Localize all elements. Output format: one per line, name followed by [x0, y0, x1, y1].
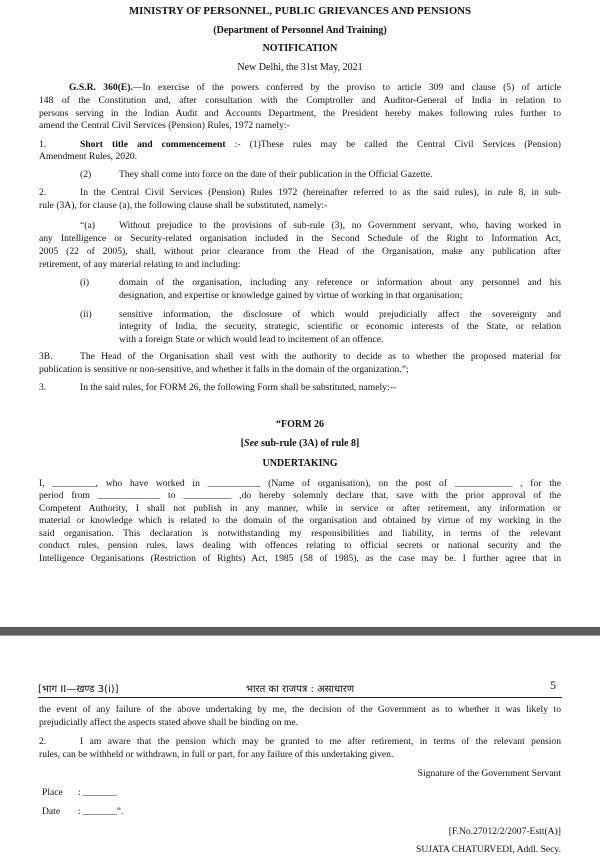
- undertaking-line-1: I, _________, who have worked in ___________ (Name of organisation), on the post of ____________ , for the: [39, 478, 561, 489]
- rule-2-line-2: rule (3A), for clause (a), the following clause shall be substituted, namely:-: [39, 200, 328, 211]
- preamble-line-4: amend the Central Civil Services (Pension) Rules, 1972 namely:-: [39, 120, 290, 131]
- item-ii-line-2: integrity of India, the security, strategic, scientific or economic interests of the State, or relation: [119, 321, 561, 332]
- signature-label: Signature of the Government Servant: [417, 768, 561, 779]
- clause-a-line-1: Without prejudice to the provisions of sub-rule (3), no Government servant, who, having worked in: [119, 220, 561, 231]
- undertaking-line-5: said organisation. This declaration is notwithstanding my responsibilities and liability, in terms of the relevant: [39, 528, 561, 539]
- para-2-line-1: I am aware that the pension which may be granted to me after retirement, in terms of the relevant pension: [80, 736, 561, 747]
- preamble-line-2: 148 of the Constitution and, after consultation with the Comptroller and Auditor-General of India in relation to: [39, 95, 561, 106]
- para-2-line-2: rules, can be withheld or withdrawn, in full or part, for any failure of this undertaking given.: [39, 749, 394, 760]
- rule-1-sub-2-text: They shall come into force on the date of their publication in the Official Gazette.: [119, 169, 433, 180]
- notification-title: NOTIFICATION: [262, 43, 338, 54]
- rule-1-line-2: Amendment Rules, 2020.: [39, 151, 138, 162]
- clause-a-line-4: retirement, of any material relating to and including:: [39, 259, 241, 270]
- item-i-number: (i): [80, 277, 90, 288]
- date-label: Date: [42, 806, 61, 817]
- item-i-line-2: designation, and expertise or knowledge gained by virtue of working in that organisation;: [119, 290, 463, 301]
- rule-2-line-1: In the Central Civil Services (Pension) Rules 1972 (hereinafter referred to as the said rules), in rule 8, in sub-: [80, 187, 561, 198]
- rule-1-number: 1.: [39, 139, 47, 150]
- clause-a-line-3: 2005 (22 of 2005), shall, without prior clearance from the Head of the Organisation, make any publication after: [39, 246, 561, 257]
- gazette-title: भारत का राजपत्र : असाधारण: [245, 684, 355, 695]
- form-ref-see: See: [244, 438, 259, 449]
- gsr-number: G.S.R. 360(E).: [69, 82, 133, 93]
- undertaking-line-4: material or knowledge which is related to the domain of the organisation and obtained by virtue of my working in the: [39, 515, 561, 526]
- undertaking-line-3: Competent Authority, I shall not publish in any manner, while in service or after retirement, any information or: [39, 503, 561, 514]
- continuation-line-1: the event of any failure of the above undertaking by me, the decision of the Government as to whether it was likely to: [39, 704, 561, 715]
- preamble-line-1: [69, 81, 561, 94]
- page-break-shadow: [0, 635, 600, 636]
- rule-3-number: 3.: [39, 382, 47, 393]
- continuation-line-2: prejudicially affect the aspects stated above shall be binding on me.: [39, 717, 299, 728]
- header-rule: [38, 697, 562, 698]
- undertaking-line-2: period from _____________ to __________ ,do hereby solemnly declare that, save with the prior approval of the: [39, 490, 561, 501]
- rule-3b-line-1: The Head of the Organisation shall vest with the authority to decide as to whether the proposed material for: [80, 351, 561, 362]
- rule-3b-number: 3B.: [39, 351, 53, 362]
- undertaking-line-6: conduct rules, pension rules, laws dealing with offences relating to official secrets or national security and the: [39, 540, 561, 551]
- rule-2-number: 2.: [39, 187, 47, 198]
- form-reference: [0, 438, 600, 449]
- place-date: New Delhi, the 31st May, 2021: [237, 62, 363, 73]
- file-number: [F.No.27012/2/2007-Estt(A)]: [448, 826, 561, 837]
- gazette-part: [भाग II—खण्ड 3(i)]: [38, 684, 119, 695]
- undertaking-line-7: Intelligence Organisations (Restriction of Rights) Act, 1985 (58 of 1985), as the case may be. I further agree that in: [39, 553, 561, 564]
- date-value: : _______”.: [78, 806, 124, 817]
- form-ref-open: [: [240, 438, 245, 449]
- rule-1-line-1: [80, 138, 561, 151]
- rule-3b-line-2: publication is sensitive or non-sensitive, and whether it falls in the domain of the organization.”;: [39, 364, 409, 375]
- rule-3-text: In the said rules, for FORM 26, the following Form shall be substituted, namely:--: [80, 382, 397, 393]
- page-break-band: [0, 627, 600, 635]
- item-ii-line-1: sensitive information, the disclosure of which would prejudicially affect the sovereignty and: [119, 309, 561, 320]
- page-number: 5: [550, 678, 556, 692]
- clause-a-line-2: any Intelligence or Security-related organisation included in the Second Schedule of the Right to Information Act,: [39, 233, 561, 244]
- rule-1-text: :- (1)These rules may be called the Central Civil Services (Pension): [234, 139, 561, 150]
- signatory: SUJATA CHATURVEDI, Addl. Secy.: [416, 844, 561, 855]
- form-title: “FORM 26: [275, 419, 325, 430]
- place-label: Place: [42, 787, 63, 798]
- clause-a-label: “(a): [80, 220, 95, 231]
- preamble-line-3: persons serving in the Indian Audit and Accounts Department, the President hereby makes following rules further to: [39, 108, 561, 119]
- department-heading: (Department of Personnel And Training): [213, 25, 387, 36]
- para-2-number: 2.: [39, 736, 47, 747]
- ministry-heading: MINISTRY OF PERSONNEL, PUBLIC GRIEVANCES AND PENSIONS: [128, 5, 472, 17]
- form-ref-rest: sub-rule (3A) of rule 8]: [258, 438, 360, 449]
- undertaking-heading: UNDERTAKING: [262, 458, 338, 469]
- preamble-text: —In exercise of the powers conferred by the proviso to article 309 and clause (5) of article: [132, 82, 562, 93]
- place-value: : _______: [78, 787, 117, 798]
- item-ii-number: (ii): [80, 309, 92, 320]
- rule-1-sub-2-number: (2): [80, 169, 92, 180]
- item-i-line-1: domain of the organisation, including any reference or information about any personnel and his: [119, 277, 561, 288]
- item-ii-line-3: with a foreign State or which would lead to incitement of an offence.: [119, 334, 384, 345]
- rule-1-title: Short title and commencement: [80, 139, 226, 150]
